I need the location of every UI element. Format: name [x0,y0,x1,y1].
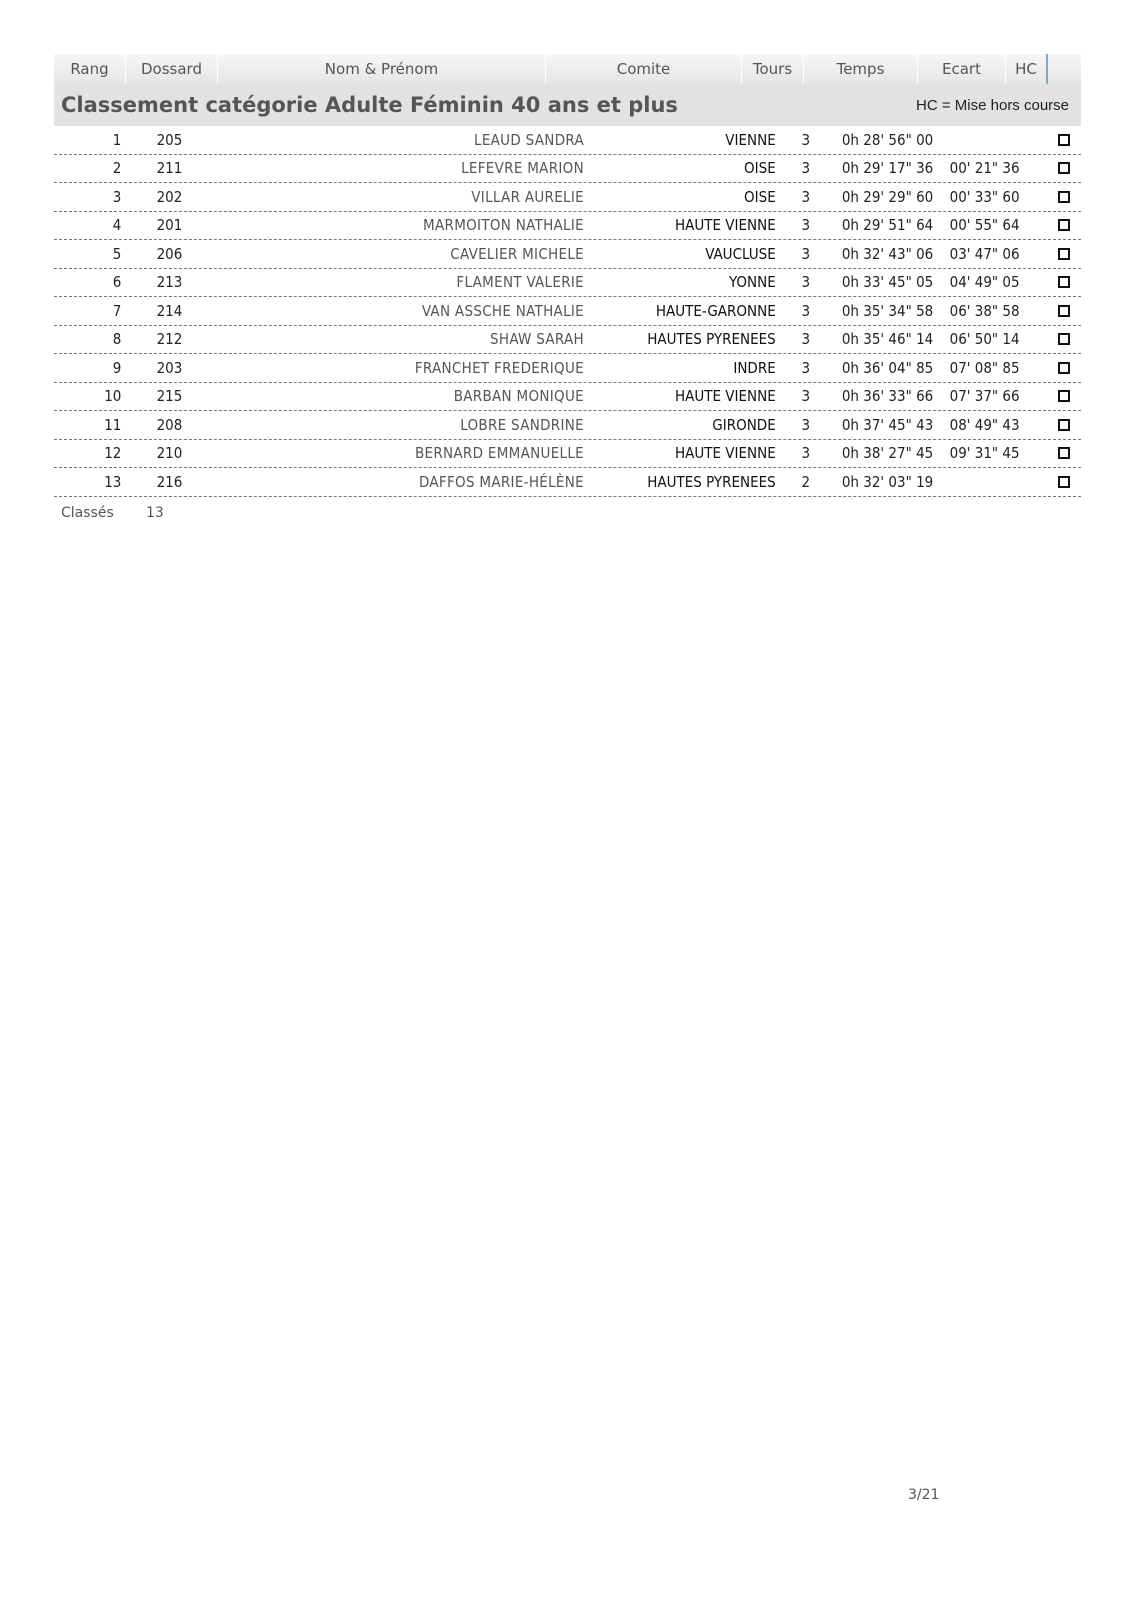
time-cell: 0h 36' 04" 85 [841,358,934,377]
bib-cell: 208 [156,415,183,434]
table-row [54,240,1081,269]
table-row [54,297,1081,326]
hc-checkbox-icon [1058,162,1070,174]
name-cell: VAN ASSCHE NATHALIE [421,301,584,320]
hc-checkbox-icon [1058,219,1070,231]
laps-cell: 2 [801,472,811,491]
hc-checkbox-cell [1032,362,1081,374]
name-cell: FLAMENT VALERIE [456,273,584,292]
name-cell: MARMOITON NATHALIE [423,216,584,235]
rank-cell: 12 [104,444,122,463]
name-cell: BARBAN MONIQUE [453,387,584,406]
classes-count: 13 [146,504,164,521]
committee-cell: HAUTES PYRENEES [647,472,776,491]
name-cell: LEFEVRE MARION [461,159,584,178]
time-cell: 0h 32' 43" 06 [841,244,934,263]
bib-cell: 206 [156,244,183,263]
gap-cell: 00' 55" 64 [949,216,1020,235]
name-cell: SHAW SARAH [490,330,584,349]
hc-checkbox-cell [1032,191,1081,203]
hc-checkbox-icon [1058,333,1070,345]
table-row [54,383,1081,412]
name-cell: VILLAR AURELIE [471,187,584,206]
committee-cell: VIENNE [725,130,776,149]
laps-cell: 3 [801,244,811,263]
committee-cell: OISE [744,159,776,178]
time-cell: 0h 29' 29" 60 [841,187,934,206]
col-temps: Temps [804,54,918,84]
rank-cell: 13 [104,472,122,491]
time-cell: 0h 36' 33" 66 [841,387,934,406]
gap-cell: 03' 47" 06 [949,244,1020,263]
bib-cell: 201 [156,216,183,235]
laps-cell: 3 [801,130,811,149]
bib-cell: 215 [156,387,183,406]
table-row [54,440,1081,469]
col-tours: Tours [742,54,804,84]
rank-cell: 1 [112,130,122,149]
hc-checkbox-icon [1058,447,1070,459]
gap-cell: 08' 49" 43 [949,415,1020,434]
rank-cell: 6 [112,273,122,292]
hc-checkbox-cell [1032,248,1081,260]
time-cell: 0h 29' 17" 36 [841,159,934,178]
gap-cell: 00' 21" 36 [949,159,1020,178]
committee-cell: HAUTES PYRENEES [647,330,776,349]
committee-cell: HAUTE-GARONNE [655,301,776,320]
hc-checkbox-icon [1058,134,1070,146]
rank-cell: 8 [112,330,122,349]
page-number: 3/21 [908,1487,940,1503]
category-title: Classement catégorie Adulte Féminin 40 ans et plus [61,93,678,117]
committee-cell: INDRE [733,358,776,377]
time-cell: 0h 37' 45" 43 [841,415,934,434]
time-cell: 0h 33' 45" 05 [841,273,934,292]
time-cell: 0h 35' 46" 14 [841,330,934,349]
classes-label: Classés [61,504,114,521]
name-cell: CAVELIER MICHELE [450,244,584,263]
gap-cell: 00' 33" 60 [949,187,1020,206]
gap-cell: 04' 49" 05 [949,273,1020,292]
laps-cell: 3 [801,159,811,178]
rank-cell: 9 [112,358,122,377]
rank-cell: 3 [112,187,122,206]
laps-cell: 3 [801,187,811,206]
table-row [54,326,1081,355]
laps-cell: 3 [801,301,811,320]
hc-checkbox-icon [1058,191,1070,203]
hc-checkbox-icon [1058,476,1070,488]
hc-checkbox-icon [1058,419,1070,431]
hc-checkbox-cell [1032,447,1081,459]
rank-cell: 2 [112,159,122,178]
hc-checkbox-icon [1058,305,1070,317]
bib-cell: 211 [156,159,183,178]
table-row [54,155,1081,184]
bib-cell: 213 [156,273,183,292]
hc-checkbox-cell [1032,219,1081,231]
col-rang: Rang [54,54,126,84]
table-row [54,468,1081,497]
name-cell: BERNARD EMMANUELLE [414,444,584,463]
summary-row [54,505,1081,521]
col-nom: Nom & Prénom [218,54,546,84]
rank-cell: 7 [112,301,122,320]
hc-checkbox-icon [1058,276,1070,288]
committee-cell: HAUTE VIENNE [674,387,776,406]
table-row [54,183,1081,212]
col-dossard: Dossard [126,54,218,84]
hc-checkbox-icon [1058,248,1070,260]
results-sheet [54,54,1081,521]
committee-cell: HAUTE VIENNE [674,444,776,463]
bib-cell: 202 [156,187,183,206]
hc-checkbox-cell [1032,333,1081,345]
col-hc: HC [1006,54,1048,84]
time-cell: 0h 38' 27" 45 [841,444,934,463]
committee-cell: OISE [744,187,776,206]
col-ecart: Ecart [918,54,1006,84]
hc-legend: HC = Mise hors course [916,96,1069,114]
committee-cell: GIRONDE [712,415,776,434]
bib-cell: 205 [156,130,183,149]
laps-cell: 3 [801,330,811,349]
hc-checkbox-cell [1032,162,1081,174]
rank-cell: 4 [112,216,122,235]
laps-cell: 3 [801,273,811,292]
table-row [54,269,1081,298]
bib-cell: 203 [156,358,183,377]
time-cell: 0h 28' 56" 00 [841,130,934,149]
time-cell: 0h 35' 34" 58 [841,301,934,320]
results-table-body [54,126,1081,497]
time-cell: 0h 32' 03" 19 [841,472,934,491]
hc-checkbox-cell [1032,305,1081,317]
gap-cell: 07' 08" 85 [949,358,1020,377]
name-cell: DAFFOS MARIE-HÉLÈNE [418,472,584,491]
hc-checkbox-cell [1032,390,1081,402]
bib-cell: 214 [156,301,183,320]
hc-checkbox-cell [1032,134,1081,146]
name-cell: LEAUD SANDRA [474,130,584,149]
laps-cell: 3 [801,444,811,463]
laps-cell: 3 [801,387,811,406]
hc-checkbox-icon [1058,390,1070,402]
time-cell: 0h 29' 51" 64 [841,216,934,235]
table-row [54,212,1081,241]
committee-cell: YONNE [728,273,776,292]
gap-cell: 09' 31" 45 [949,444,1020,463]
committee-cell: HAUTE VIENNE [674,216,776,235]
rank-cell: 5 [112,244,122,263]
name-cell: FRANCHET FREDERIQUE [414,358,584,377]
hc-checkbox-icon [1058,362,1070,374]
table-row [54,411,1081,440]
col-comite: Comite [546,54,742,84]
laps-cell: 3 [801,415,811,434]
gap-cell: 07' 37" 66 [949,387,1020,406]
laps-cell: 3 [801,216,811,235]
name-cell: LOBRE SANDRINE [460,415,584,434]
column-header-row [54,54,1081,84]
hc-checkbox-cell [1032,476,1081,488]
bib-cell: 216 [156,472,183,491]
rank-cell: 10 [104,387,122,406]
hc-checkbox-cell [1032,419,1081,431]
gap-cell: 06' 50" 14 [949,330,1020,349]
table-row [54,126,1081,155]
bib-cell: 212 [156,330,183,349]
hc-checkbox-cell [1032,276,1081,288]
bib-cell: 210 [156,444,183,463]
committee-cell: VAUCLUSE [705,244,776,263]
laps-cell: 3 [801,358,811,377]
table-row [54,354,1081,383]
gap-cell: 06' 38" 58 [949,301,1020,320]
category-title-bar [54,84,1081,126]
rank-cell: 11 [104,415,122,434]
